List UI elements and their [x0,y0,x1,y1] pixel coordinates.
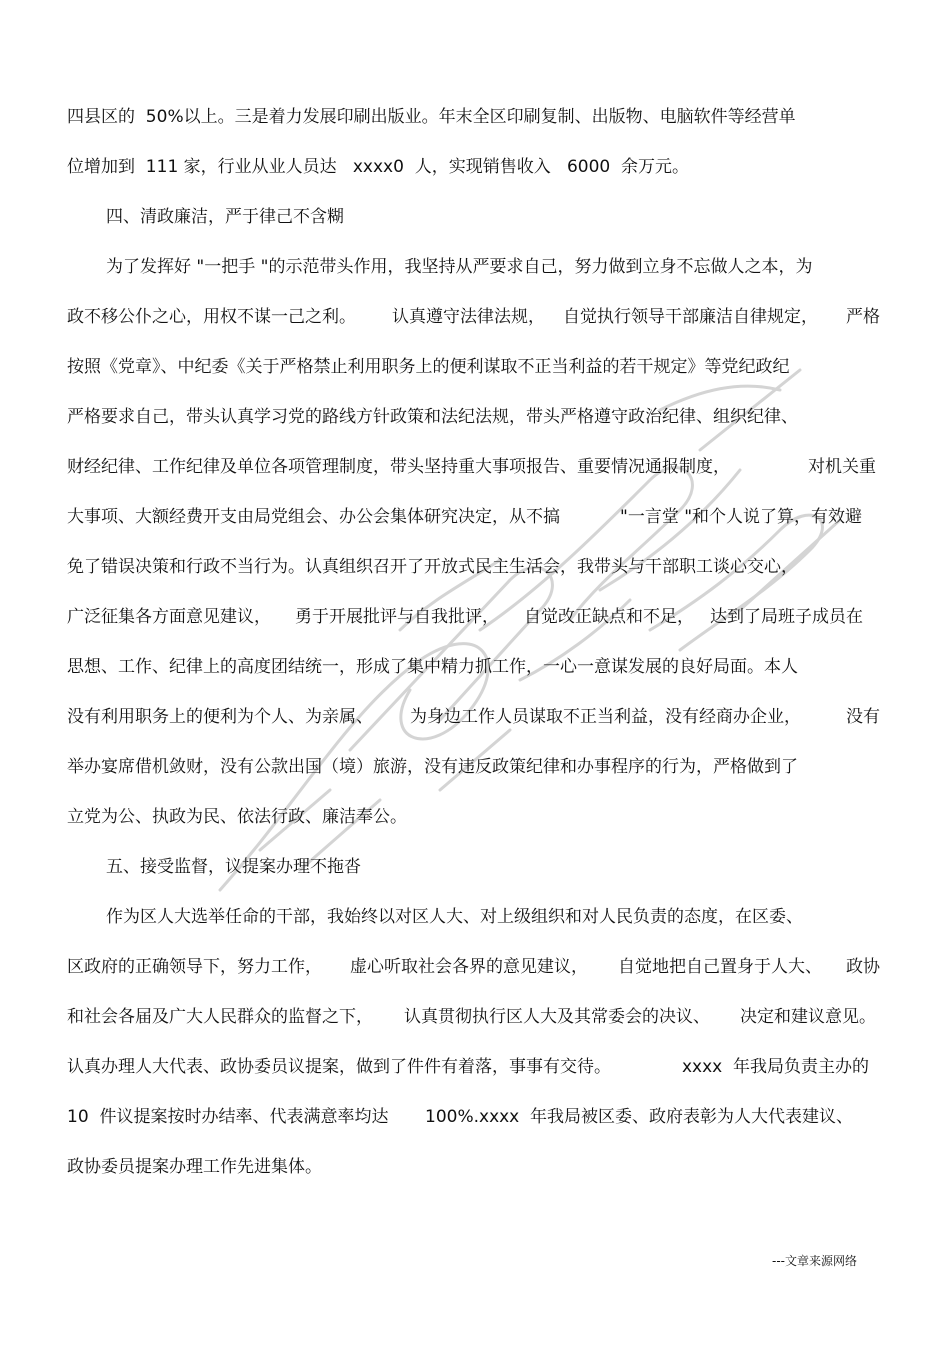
text-line [0,1102,950,1132]
text-segment: 没有 [846,707,880,727]
text-segment: 广泛征集各方面意见建议， [67,607,271,627]
text-segment: 自觉改正缺点和不足， [524,607,694,627]
source-footer [0,1250,950,1272]
text-segment: 对机关重 [808,457,876,477]
text-line [0,102,950,132]
text-line [0,752,950,782]
text-segment: 政协 [846,957,880,977]
text-line [0,602,950,632]
text-segment: 政不移公仆之心，用权不谋一己之利。 [67,307,356,327]
text-line [0,352,950,382]
text-line [0,552,950,582]
text-segment: 按照《党章》、中纪委《关于严格禁止利用职务上的便利谋取不正当利益的若干规定》等党纪政纪 [67,357,790,377]
text-line [0,502,950,532]
text-segment: 大事项、大额经费开支由局党组会、办公会集体研究决定，从不搞 [67,507,560,527]
text-segment: 自觉执行领导干部廉洁自律规定， [563,307,818,327]
text-line [0,802,950,832]
text-segment: 和社会各届及广大人民群众的监督之下， [67,1007,373,1027]
text-segment: 作为区人大选举任命的干部，我始终以对区人大、对上级组织和对人民负责的态度，在区委、 [106,907,803,927]
text-segment: 免了错误决策和行政不当行为。认真组织召开了开放式民主生活会，我带头与干部职工谈心交心， [67,557,798,577]
text-segment: 四县区的 50%以上。三是着力发展印刷出版业。年末全区印刷复制、出版物、电脑软件等经营单 [67,107,796,127]
source-note: ---文章来源网络 [772,1254,857,1268]
section-heading [0,202,950,232]
text-line [0,152,950,182]
text-line [0,702,950,732]
text-segment: 为身边工作人员谋取不正当利益，没有经商办企业， [410,707,801,727]
text-segment: 自觉地把自己置身于人大、 [618,957,822,977]
text-line [0,452,950,482]
text-segment: 达到了局班子成员在 [710,607,863,627]
text-segment: 举办宴席借机敛财，没有公款出国（境）旅游，没有违反政策纪律和办事程序的行为，严格做到了 [67,757,798,777]
text-line [0,1052,950,1082]
section-heading-text: 五、接受监督，议提案办理不拖沓 [106,857,361,877]
text-line [0,302,950,332]
text-segment: xxxx 年我局负责主办的 [682,1057,870,1077]
text-segment: 没有利用职务上的便利为个人、为亲属、 [67,707,373,727]
text-segment: 决定和建议意见。 [740,1007,876,1027]
text-segment: 严格要求自己，带头认真学习党的路线方针政策和法纪法规，带头严格遵守政治纪律、组织纪律、 [67,407,798,427]
text-segment: 勇于开展批评与自我批评， [295,607,499,627]
text-segment: 财经纪律、工作纪律及单位各项管理制度，带头坚持重大事项报告、重要情况通报制度， [67,457,730,477]
section-heading-text: 四、清政廉洁，严于律己不含糊 [106,207,344,227]
text-line [0,1152,950,1182]
text-line [0,902,950,932]
text-segment: 100%.xxxx 年我局被区委、政府表彰为人大代表建议、 [425,1107,854,1127]
text-line [0,952,950,982]
text-segment: 思想、工作、纪律上的高度团结统一，形成了集中精力抓工作，一心一意谋发展的良好局面。本人 [67,657,798,677]
text-segment: 严格 [846,307,880,327]
text-segment: 认真贯彻执行区人大及其常委会的决议、 [404,1007,710,1027]
text-segment: 认真遵守法律法规， [392,307,545,327]
text-segment: 位增加到 111 家，行业从业人员达 xxxx0 人，实现销售收入 6000 余万元。 [67,157,690,177]
text-line [0,252,950,282]
text-segment: 认真办理人大代表、政协委员议提案，做到了件件有着落，事事有交待。 [67,1057,611,1077]
section-heading [0,852,950,882]
text-segment: 区政府的正确领导下，努力工作， [67,957,322,977]
text-segment: 为了发挥好 "一把手 "的示范带头作用，我坚持从严要求自己，努力做到立身不忘做人之本，为 [106,257,813,277]
text-line [0,652,950,682]
text-segment: "一言堂 "和个人说了算，有效避 [620,507,863,527]
text-segment: 立党为公、执政为民、依法行政、廉洁奉公。 [67,807,407,827]
text-segment: 虚心听取社会各界的意见建议， [350,957,588,977]
text-segment: 10 件议提案按时办结率、代表满意率均达 [67,1107,389,1127]
text-segment: 政协委员提案办理工作先进集体。 [67,1157,322,1177]
text-line [0,402,950,432]
text-line [0,1002,950,1032]
